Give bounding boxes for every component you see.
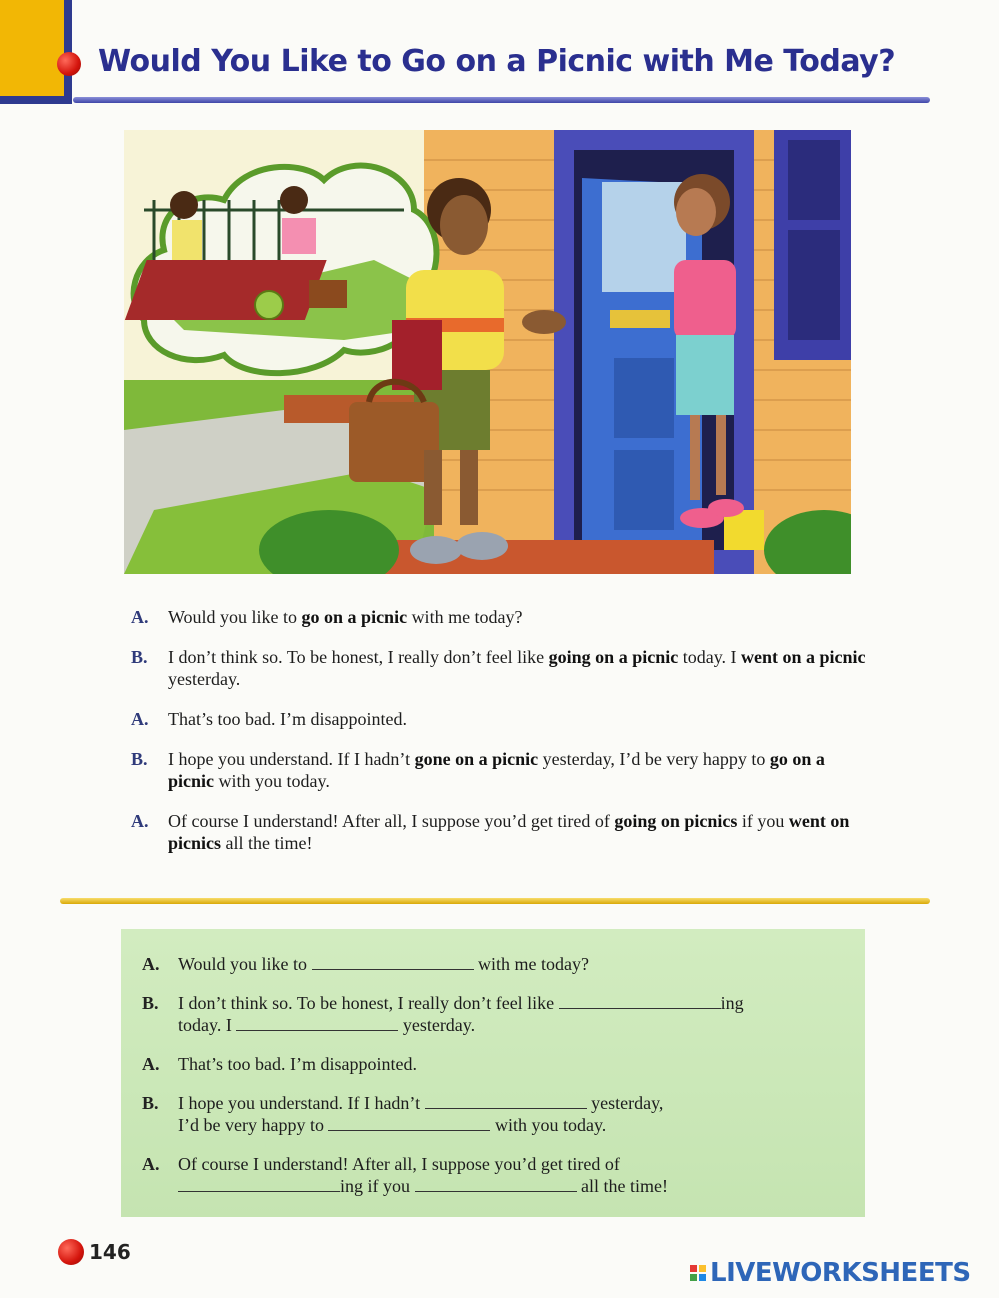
practice-line <box>142 953 854 975</box>
key-phrase: going on picnics <box>614 811 738 831</box>
dialogue-fragment: today. I <box>678 647 742 667</box>
answer-blank[interactable] <box>559 993 721 1009</box>
model-dialogue <box>131 606 871 872</box>
practice-line <box>142 992 854 1036</box>
speaker-label: A. <box>142 1154 160 1174</box>
liveworksheets-logo <box>690 1258 971 1288</box>
dialogue-fragment: yesterday, I’d be very happy to <box>538 749 770 769</box>
speaker-label: B. <box>131 749 148 769</box>
dialogue-text <box>168 646 871 690</box>
dialogue-fragment: I don’t think so. To be honest, I really don’t feel like <box>168 647 549 667</box>
brand-text: LIVEWORKSHEETS <box>710 1258 971 1288</box>
dialogue-text <box>168 606 523 628</box>
speaker-label: A. <box>142 1054 160 1074</box>
picnic-scene-illustration <box>124 130 851 574</box>
dialogue-text <box>168 708 407 730</box>
practice-text: Would you like to with me today? <box>178 954 590 974</box>
dialogue-fragment: with you today. <box>214 771 330 791</box>
practice-text: I don’t think so. To be honest, I really don’t feel like ing today. I yesterday. <box>178 993 744 1035</box>
dialogue-fragment: all the time! <box>221 833 313 853</box>
key-phrase: gone on a picnic <box>414 749 539 769</box>
dialogue-fragment: Would you like to <box>168 607 302 627</box>
dialogue-line <box>131 748 871 792</box>
answer-blank[interactable] <box>328 1115 490 1131</box>
speaker-label: B. <box>142 1093 159 1113</box>
key-phrase: went on picnics <box>168 811 850 853</box>
speaker-label: A. <box>131 709 149 729</box>
practice-line <box>142 1153 854 1197</box>
speaker-label: A. <box>131 811 149 831</box>
dialogue-text <box>168 810 871 854</box>
dialogue-line <box>131 606 871 628</box>
practice-line <box>142 1092 854 1136</box>
dialogue-text <box>168 748 871 792</box>
page-number: 146 <box>89 1240 131 1264</box>
key-phrase: went on a picnic <box>741 647 866 667</box>
answer-blank[interactable] <box>415 1176 577 1192</box>
answer-blank[interactable] <box>425 1093 587 1109</box>
brand-grid-icon <box>690 1265 706 1281</box>
page-number-bullet-icon <box>58 1239 84 1265</box>
dialogue-fragment: I hope you understand. If I hadn’t <box>168 749 415 769</box>
dialogue-line <box>131 810 871 854</box>
title-underline <box>73 97 930 103</box>
answer-blank[interactable] <box>178 1176 340 1192</box>
practice-text: I hope you understand. If I hadn’t yesterday, I’d be very happy to with you today. <box>178 1093 664 1135</box>
speaker-label: A. <box>131 607 149 627</box>
corner-gold-strip <box>0 0 64 96</box>
dialogue-fragment: if you <box>737 811 789 831</box>
dialogue-fragment: That’s too bad. I’m disappointed. <box>168 709 407 729</box>
practice-text: That’s too bad. I’m disappointed. <box>178 1054 417 1074</box>
dialogue-fragment: Of course I understand! After all, I suppose you’d get tired of <box>168 811 615 831</box>
dialogue-line <box>131 708 871 730</box>
speaker-label: B. <box>131 647 148 667</box>
dialogue-fragment: yesterday. <box>168 669 241 689</box>
dialogue-line <box>131 646 871 690</box>
practice-line <box>142 1053 854 1075</box>
key-phrase: going on a picnic <box>548 647 679 667</box>
speaker-label: B. <box>142 993 159 1013</box>
key-phrase: go on a picnic <box>301 607 408 627</box>
dialogue-fragment: with me today? <box>407 607 523 627</box>
practice-panel <box>121 929 865 1217</box>
practice-text: Of course I understand! After all, I suppose you’d get tired of ing if you all the time! <box>178 1154 668 1196</box>
speaker-label: A. <box>142 954 160 974</box>
answer-blank[interactable] <box>236 1015 398 1031</box>
key-phrase: go on a picnic <box>168 749 825 791</box>
section-divider <box>60 898 930 904</box>
page-title: Would You Like to Go on a Picnic with Me Today? <box>98 44 896 79</box>
title-bullet-icon <box>57 52 81 76</box>
answer-blank[interactable] <box>312 954 474 970</box>
